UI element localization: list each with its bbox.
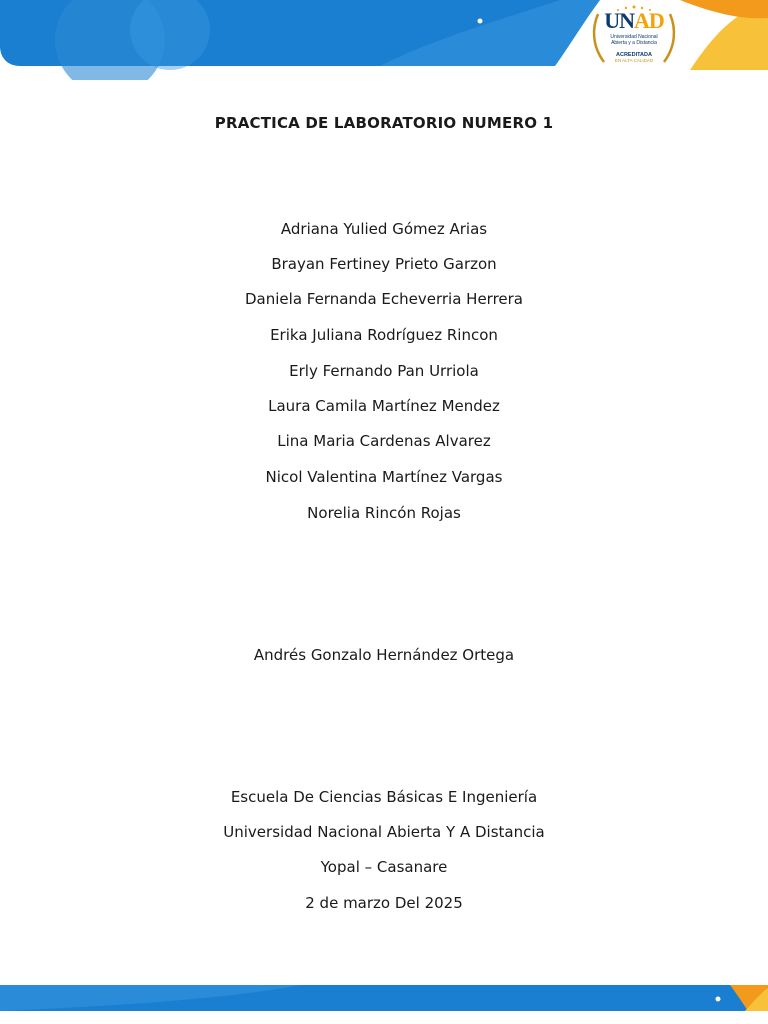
accreditation-badge: ACREDITADA EN ALTA CALIDAD xyxy=(614,52,654,63)
author-name: Norelia Rincón Rojas xyxy=(307,504,461,522)
school-name: Escuela De Ciencias Básicas E Ingeniería xyxy=(230,788,538,806)
university-name: Universidad Nacional Abierta Y A Distancia xyxy=(223,823,545,841)
document-title: PRACTICA DE LABORATORIO NUMERO 1 xyxy=(214,114,554,132)
unad-logo xyxy=(588,4,680,70)
author-name: Daniela Fernanda Echeverria Herrera xyxy=(245,290,523,308)
footer-banner xyxy=(0,980,768,1024)
location: Yopal – Casanare xyxy=(320,858,448,876)
logo-wordmark: UNAD xyxy=(604,8,664,33)
author-name: Adriana Yulied Gómez Arias xyxy=(280,220,488,238)
author-name: Lina Maria Cardenas Alvarez xyxy=(277,432,491,450)
author-name: Brayan Fertiney Prieto Garzon xyxy=(271,255,497,273)
tutor-name: Andrés Gonzalo Hernández Ortega xyxy=(253,646,515,664)
document-date: 2 de marzo Del 2025 xyxy=(305,894,463,912)
author-name: Nicol Valentina Martínez Vargas xyxy=(265,468,503,486)
author-name: Laura Camila Martínez Mendez xyxy=(268,397,500,415)
author-name: Erika Juliana Rodríguez Rincon xyxy=(270,326,498,344)
author-name: Erly Fernando Pan Urriola xyxy=(289,362,479,380)
logo-subtitle: Universidad Nacional Abierta y a Distancia xyxy=(610,34,658,46)
